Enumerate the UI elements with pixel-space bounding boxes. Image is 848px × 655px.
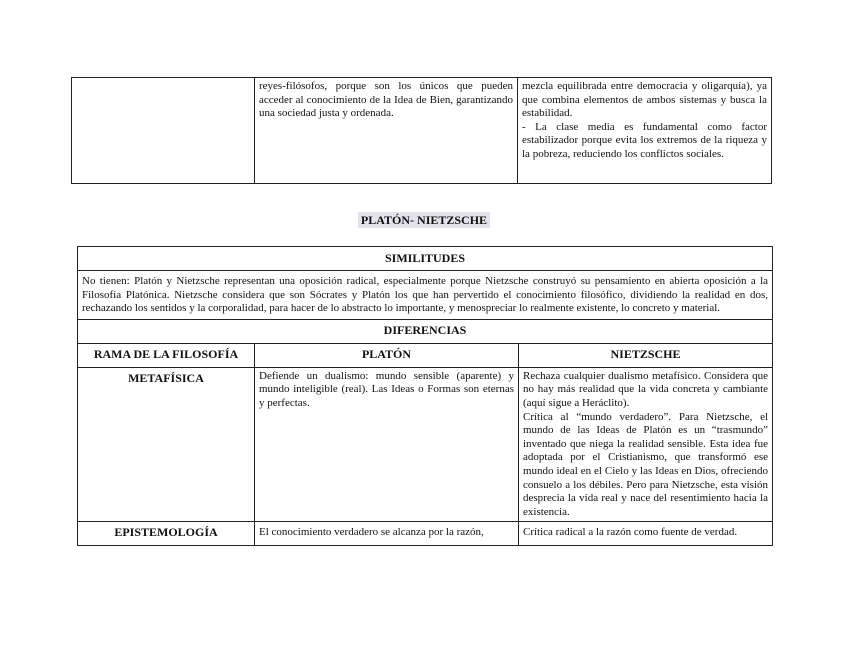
empty-cell [72,78,255,184]
aristotle-politics-cell [518,78,772,184]
politics-text-1: mezcla equilibrada entre democracia y oligarquía), ya que combina elementos de ambos sistemas y busca la estabilidad. [522,80,767,120]
comparison-table [77,246,773,546]
table-row [78,522,773,546]
nietzsche-metafisica [519,367,773,522]
nietzsche-metafisica-p1: Rechaza cualquier dualismo metafísico. Considera que no hay más realidad que la vida concreta y cambiante (aquí sigue a Heráclito). [523,369,769,409]
table-row [78,367,773,522]
branch-epistemologia: EPISTEMOLOGÍA [78,522,255,546]
column-header-nietzsche: NIETZSCHE [519,343,773,367]
platon-epistemologia: El conocimiento verdadero se alcanza por la razón, [255,522,519,546]
similitudes-text: No tienen: Platón y Nietzsche representan una oposición radical, especialmente porque Nietzsche construyó su pensamiento en abierta oposición a la Filosofía Platónica. Nietzsche considera que son Sócrates y Platón los que han pervertido el conocimiento filosófico, dividiendo la realidad en dos, rechazando los sentidos y la corporalidad, para hacer de lo abstracto lo importante, y menospreciar lo realmente existente, lo concreto y material. [78,271,773,320]
nietzsche-metafisica-p2: Crítica al “mundo verdadero”. Para Nietzsche, el mundo de las Ideas de Platón es un “trasmundo” inventado que niega la realidad sensible. Esta idea fue adoptada por el Cristianismo, que transformó ese mundo ideal en el Cielo y las Ideas en Dios, ofreciendo consuelo a los débiles. Pero para Nietzsche, esta visión desprecia la vida real y nace del resentimiento hacia la existencia. [523,410,769,518]
section-title-text: PLATÓN- NIETZSCHE [358,212,490,228]
top-table [71,77,772,184]
column-header-platon: PLATÓN [255,343,519,367]
branch-metafisica: METAFÍSICA [78,367,255,522]
nietzsche-epistemologia: Crítica radical a la razón como fuente de verdad. [519,522,773,546]
diferencias-header: DIFERENCIAS [78,319,773,343]
column-header-branch: RAMA DE LA FILOSOFÍA [78,343,255,367]
platon-politics-cell: reyes-filósofos, porque son los únicos que pueden acceder al conocimiento de la Idea de Bien, garantizando una sociedad justa y ordenada. [255,78,518,184]
section-title [0,213,848,228]
similitudes-header: SIMILITUDES [78,247,773,271]
politics-text-2: - La clase media es fundamental como factor estabilizador porque evita los extremos de la riqueza y la pobreza, reduciendo los conflictos sociales. [522,120,767,160]
platon-metafisica: Defiende un dualismo: mundo sensible (aparente) y mundo inteligible (real). Las Ideas o Formas son eternas y perfectas. [255,367,519,522]
